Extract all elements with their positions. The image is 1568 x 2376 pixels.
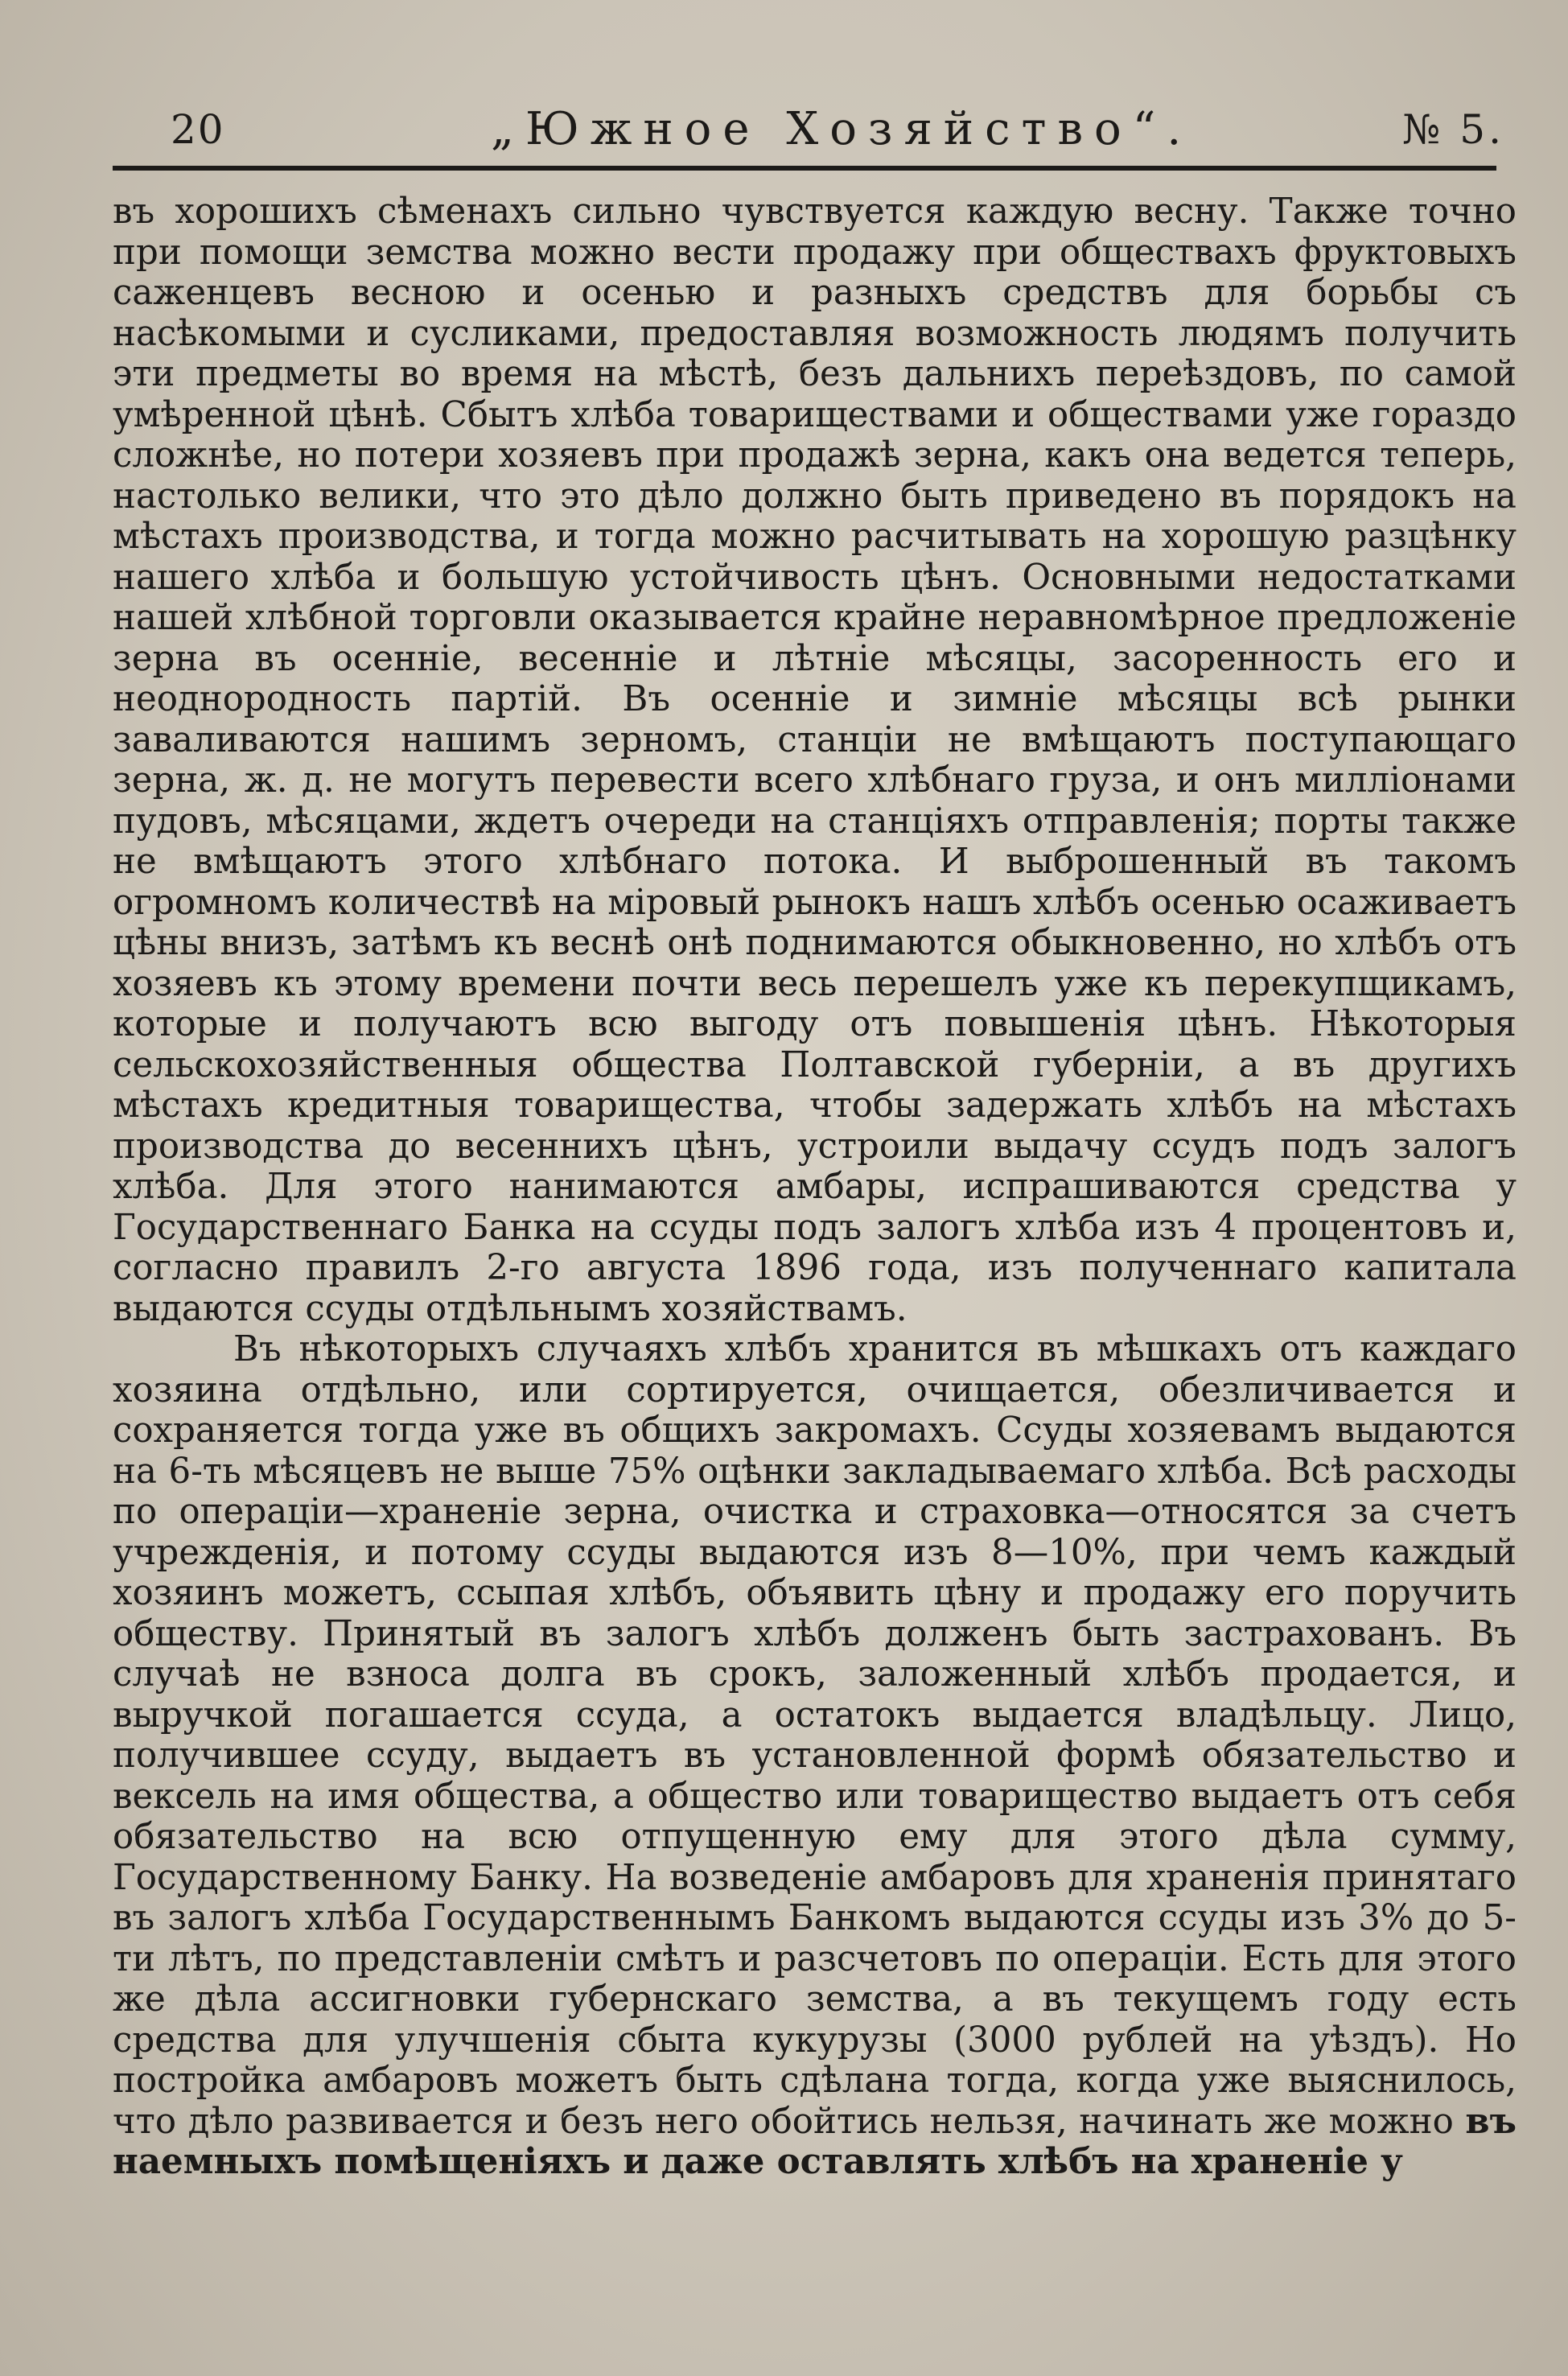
issue-number: № 5.: [1402, 106, 1504, 153]
running-title: „Южное Хозяйство“.: [491, 103, 1193, 155]
page-header: [113, 97, 1504, 169]
paragraph-1: въ хорошихъ сѣменахъ сильно чувствуется каждую весну. Также точно при помощи земства можно вести продажу при обществахъ фруктовыхъ саженцевъ весною и осенью и разныхъ средствъ для борьбы съ насѣкомыми и сусликами, предоставляя возможность людямъ получить эти предметы во время на мѣстѣ, безъ дальнихъ переѣздовъ, по самой умѣренной цѣнѣ. Сбытъ хлѣба товариществами и обществами уже гораздо сложнѣе, но потери хозяевъ при продажѣ зерна, какъ она ведется теперь, настолько велики, что это дѣло должно быть приведено въ порядокъ на мѣстахъ производства, и тогда можно расчитывать на хорошую разцѣнку нашего хлѣба и большую устойчивость цѣнъ. Основными недостатками нашей хлѣбной торговли оказывается крайне неравномѣрное предложеніе зерна въ осенніе, весенніе и лѣтніе мѣсяцы, засоренность его и неоднородность партій. Въ осенніе и зимніе мѣсяцы всѣ рынки заваливаются нашимъ зерномъ, станціи не вмѣщаютъ поступающаго зерна, ж. д. не могутъ перевести всего хлѣбнаго груза, и онъ милліонами пудовъ, мѣсяцами, ждетъ очереди на станціяхъ отправленія; порты также не вмѣщаютъ этого хлѣбнаго потока. И выброшенный въ такомъ огромномъ количествѣ на міровый рынокъ нашъ хлѣбъ осенью осаживаетъ цѣны внизъ, затѣмъ къ веснѣ онѣ поднимаются обыкновенно, но хлѣбъ отъ хозяевъ къ этому времени почти весь перешелъ уже къ перекупщикамъ, которые и получаютъ всю выгоду отъ повышенія цѣнъ. Нѣкоторыя сельскохозяйственныя общества Полтавской губерніи, а въ другихъ мѣстахъ кредитныя товарищества, чтобы задержать хлѣбъ на мѣстахъ производства до весеннихъ цѣнъ, устроили выдачу ссудъ подъ залогъ хлѣба. Для этого нанимаются амбары, испрашиваются средства у Государственнаго Банка на ссуды подъ залогъ хлѣба изъ 4 процентовъ и, согласно правилъ 2-го августа 1896 года, изъ полученнаго капитала выдаются ссуды отдѣльнымъ хозяйствамъ.: [113, 191, 1517, 1329]
page-number: 20: [171, 106, 225, 153]
paragraph-2-last-line: въ наемныхъ помѣщеніяхъ и даже оставлять хлѣбъ на храненіе у: [113, 2100, 1517, 2182]
paragraph-2: [113, 1329, 1517, 2183]
body-text: [113, 191, 1517, 2183]
header-rule: [113, 166, 1496, 171]
paragraph-2-text: Въ нѣкоторыхъ случаяхъ хлѣбъ хранится въ мѣшкахъ отъ каждаго хозяина отдѣльно, или сортируется, очищается, обезличивается и сохраняется тогда уже въ общихъ закромахъ. Ссуды хозяевамъ выдаются на 6-ть мѣсяцевъ не выше 75% оцѣнки закладываемаго хлѣба. Всѣ расходы по операціи—храненіе зерна, очистка и страховка—относятся за счетъ учрежденія, и потому ссуды выдаются изъ 8—10%, при чемъ каждый хозяинъ можетъ, ссыпая хлѣбъ, объявить цѣну и продажу его поручить обществу. Принятый въ залогъ хлѣбъ долженъ быть застрахованъ. Въ случаѣ не взноса долга въ срокъ, заложенный хлѣбъ продается, и выручкой погашается ссуда, а остатокъ выдается владѣльцу. Лицо, получившее ссуду, выдаетъ въ установленной формѣ обязательство и вексель на имя общества, а общество или товарищество выдаетъ отъ себя обязательство на всю отпущенную ему для этого дѣла сумму, Государственному Банку. На возведеніе амбаровъ для храненія принятаго въ залогъ хлѣба Государственнымъ Банкомъ выдаются ссуды изъ 3% до 5-ти лѣтъ, по представленіи смѣтъ и разсчетовъ по операціи. Есть для этого же дѣла ассигновки губернскаго земства, а въ текущемъ году есть средства для улучшенія сбыта кукурузы (3000 рублей на уѣздъ). Но постройка амбаровъ можетъ быть сдѣлана тогда, когда уже выяснилось, что дѣло развивается и безъ него обойтись нельзя, начинать же можно: [113, 1329, 1517, 2142]
